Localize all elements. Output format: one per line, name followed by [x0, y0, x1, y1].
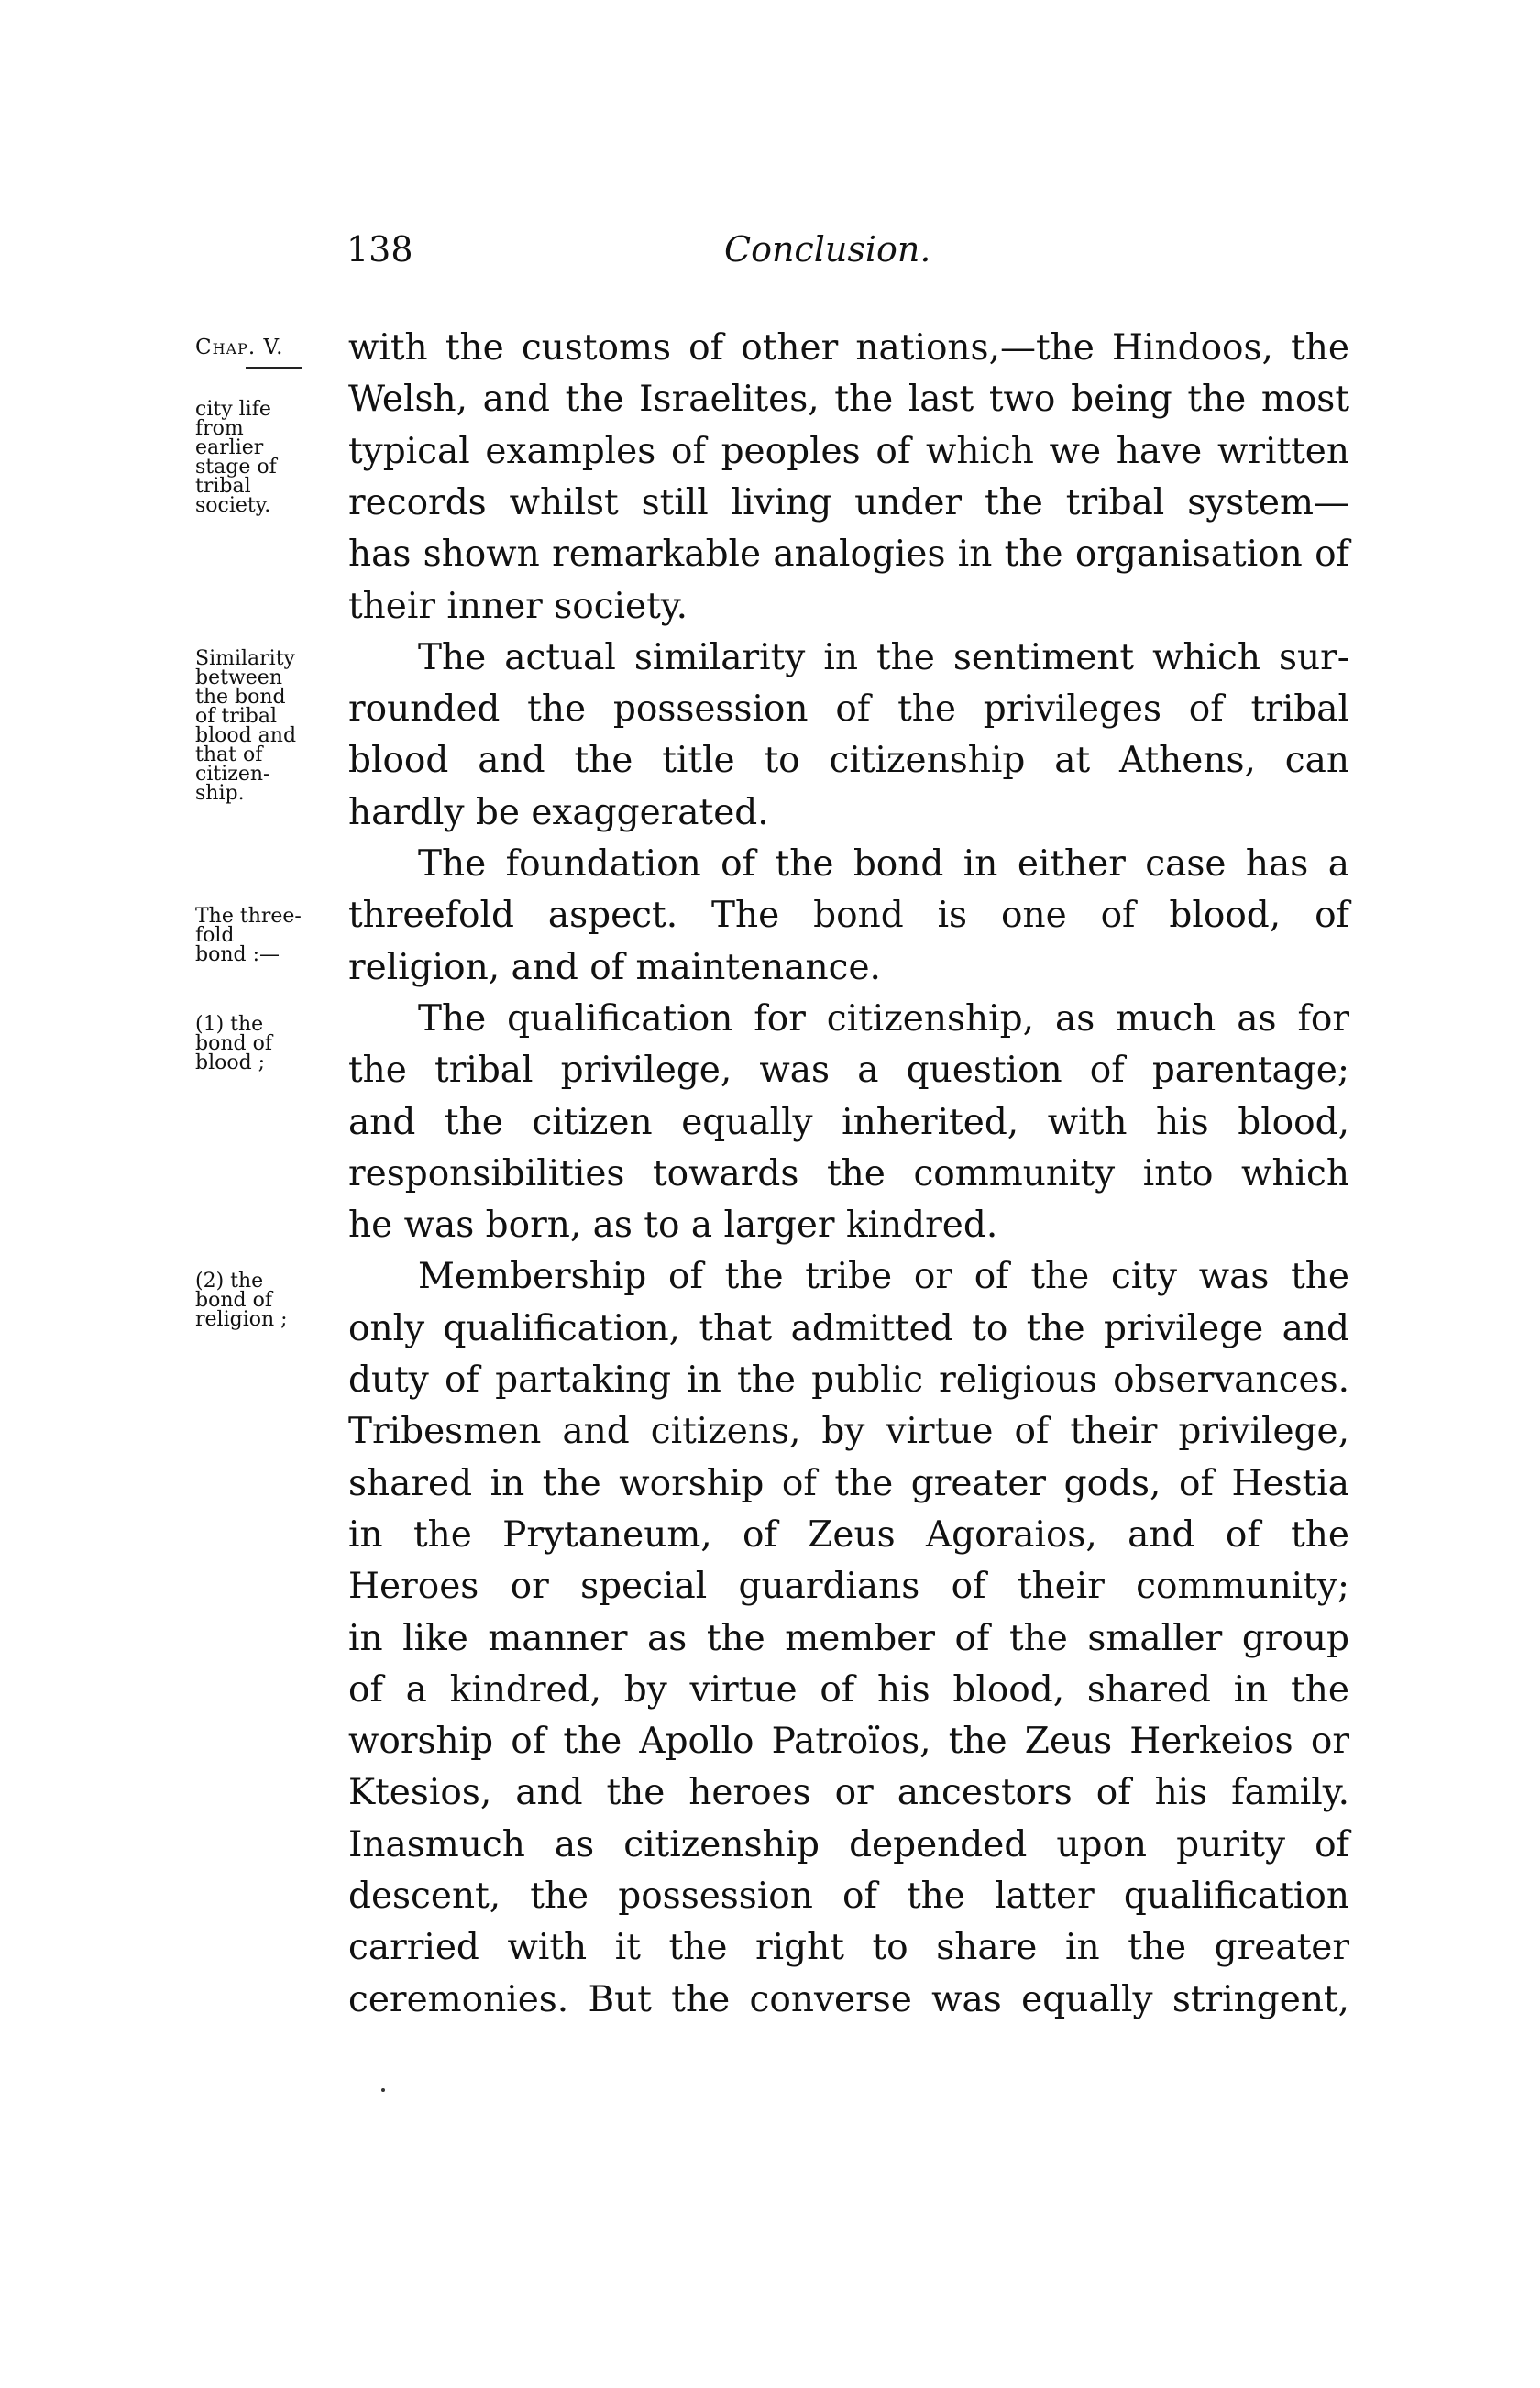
margin-note-line: city life [195, 398, 271, 421]
text-line: the tribal privilege, was a question of parentage; [348, 1050, 1349, 1092]
text-line: Welsh, and the Israelites, the last two being the most [348, 379, 1349, 421]
margin-note [195, 649, 342, 803]
text-line: worship of the Apollo Patroïos, the Zeus Herkeios or [348, 1721, 1349, 1763]
margin-note-line: bond of [195, 1289, 272, 1312]
text-line: rounded the possession of the privileges of tribal [348, 688, 1349, 731]
margin-note-line: that of [195, 743, 263, 766]
text-line: blood and the title to citizenship at Athens, can [348, 740, 1349, 782]
margin-note-line: of tribal [195, 705, 278, 728]
margin-note [195, 400, 342, 515]
margin-note-line: stage of [195, 456, 277, 479]
text-line: religion, and of maintenance. [348, 946, 881, 988]
margin-note-line: society. [195, 494, 271, 517]
text-line: in like manner as the member of the smaller group [348, 1617, 1349, 1659]
text-line: hardly be exaggerated. [348, 791, 769, 833]
text-line: The qualification for citizenship, as much as for [418, 997, 1349, 1040]
printer-mark [381, 2088, 385, 2092]
text-line: Inasmuch as citizenship depended upon purity of [348, 1823, 1349, 1865]
margin-note-line: citizen- [195, 763, 270, 786]
margin-note [195, 1015, 342, 1073]
margin-note [195, 907, 342, 964]
text-line: has shown remarkable analogies in the organisation of [348, 534, 1349, 576]
text-line: Membership of the tribe or of the city was the [418, 1256, 1349, 1298]
margin-note-line: fold [195, 924, 235, 947]
margin-note-line: blood and [195, 724, 297, 747]
margin-note-line: (1) the [195, 1013, 264, 1036]
text-line: responsibilities towards the community into which [348, 1152, 1349, 1194]
margin-note-line: bond :— [195, 943, 280, 966]
text-line: only qualification, that admitted to the privilege and [348, 1307, 1349, 1349]
margin-note-line: from [195, 417, 244, 440]
margin-note-line: (2) the [195, 1270, 264, 1293]
margin-note-line: ship. [195, 782, 245, 805]
text-line: Heroes or special guardians of their community; [348, 1566, 1349, 1608]
margin-note-line: The three- [195, 905, 302, 928]
text-line: carried with it the right to share in the greater [348, 1927, 1349, 1969]
text-line: duty of partaking in the public religious observances. [348, 1359, 1349, 1401]
running-title: Conclusion. [724, 229, 931, 270]
text-line: descent, the possession of the latter qualification [348, 1876, 1349, 1917]
chapter-rule [246, 367, 302, 369]
margin-note-line: tribal [195, 475, 251, 498]
margin-note-line: the bond [195, 686, 286, 709]
text-line: ceremonies. But the converse was equally stringent, [348, 1978, 1349, 2020]
text-line: with the customs of other nations,—the Hindoos, the [348, 327, 1349, 369]
margin-note-line: bond of [195, 1032, 272, 1055]
text-line: their inner society. [348, 585, 688, 627]
page-number: 138 [346, 229, 413, 270]
text-line: typical examples of peoples of which we have written [348, 430, 1349, 472]
text-line: Ktesios, and the heroes or ancestors of his family. [348, 1772, 1349, 1814]
text-line: The actual similarity in the sentiment which sur- [418, 636, 1349, 678]
chapter-label: Chap. V. [195, 336, 284, 359]
margin-note-line: earlier [195, 436, 264, 459]
margin-note-line: between [195, 666, 282, 689]
text-line: The foundation of the bond in either case has a [418, 843, 1349, 885]
text-line: of a kindred, by virtue of his blood, shared in the [348, 1668, 1349, 1711]
text-line: and the citizen equally inherited, with his blood, [348, 1101, 1349, 1143]
text-line: threefold aspect. The bond is one of blood, of [348, 895, 1349, 937]
text-line: in the Prytaneum, of Zeus Agoraios, and of the [348, 1513, 1349, 1556]
margin-note-line: blood ; [195, 1051, 266, 1074]
text-line: records whilst still living under the tribal system— [348, 481, 1349, 523]
margin-note [195, 1271, 342, 1329]
text-line: he was born, as to a larger kindred. [348, 1205, 998, 1247]
margin-note-line: Similarity [195, 647, 295, 670]
text-line: shared in the worship of the greater gods, of Hestia [348, 1462, 1349, 1504]
text-line: Tribesmen and citizens, by virtue of their privilege, [348, 1411, 1349, 1453]
margin-note-line: religion ; [195, 1308, 288, 1331]
